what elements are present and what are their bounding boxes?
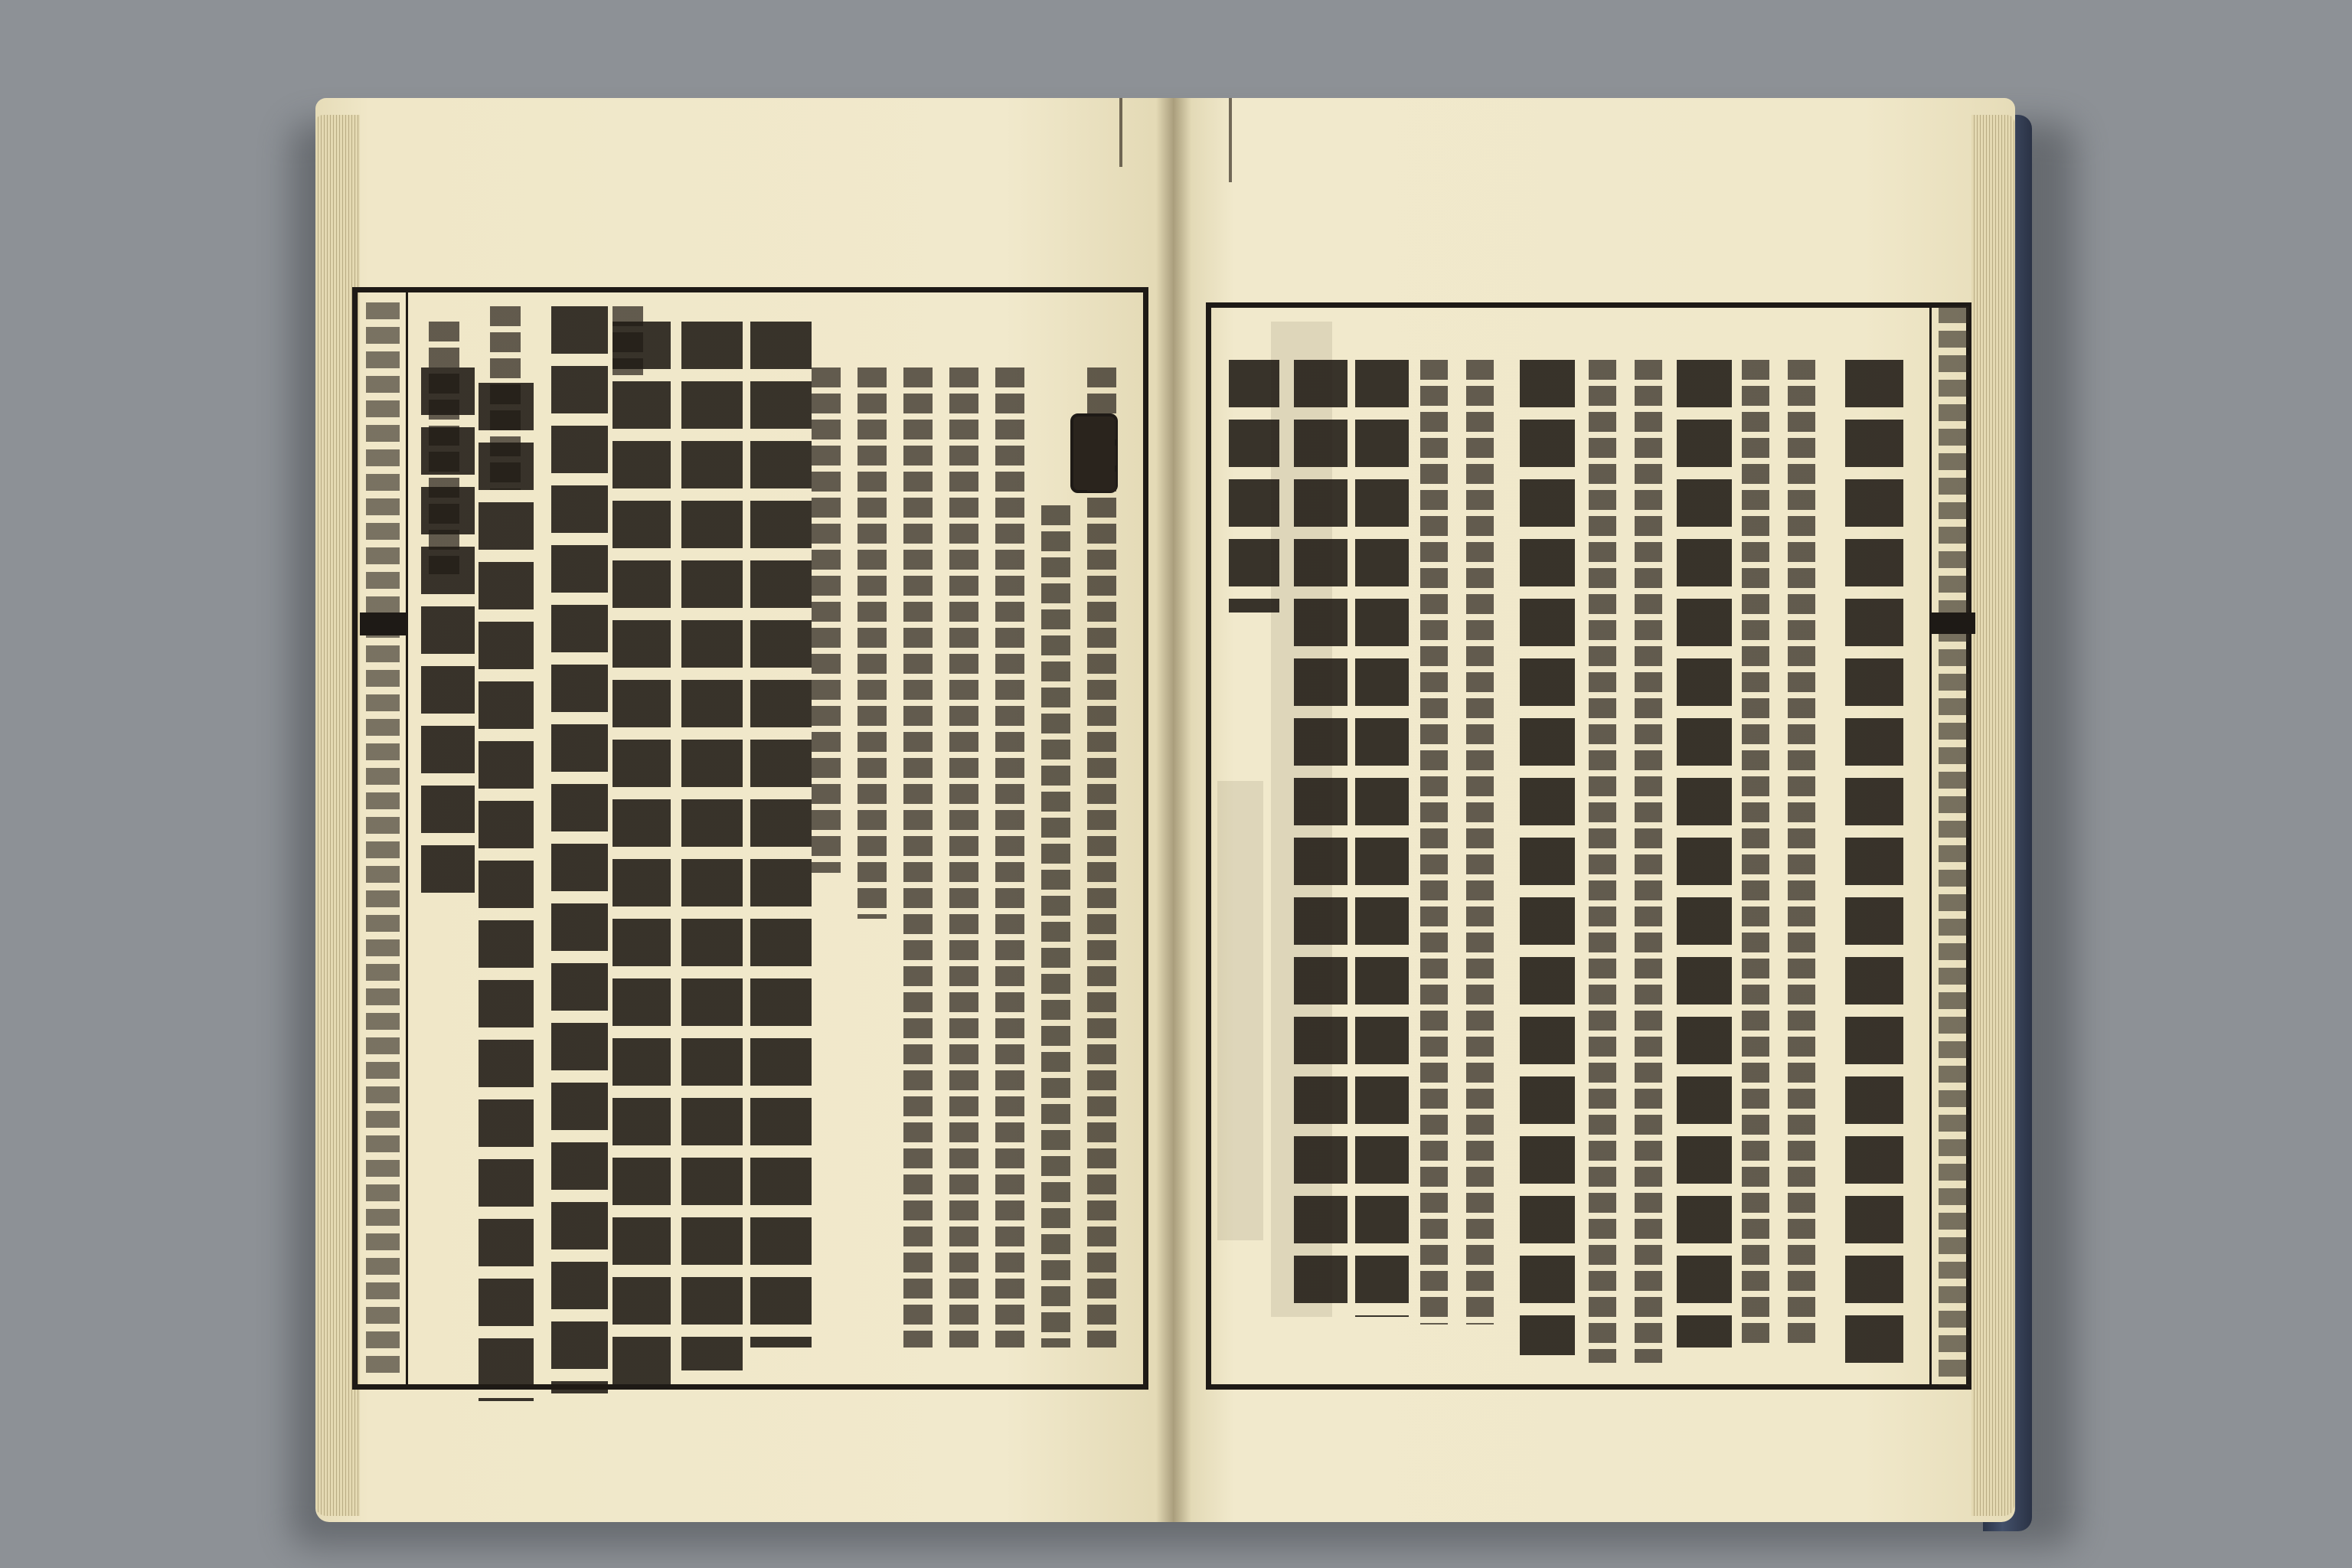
- annotation-column: [1420, 360, 1448, 1325]
- text-column: [1845, 360, 1903, 1370]
- text-column: [1355, 360, 1409, 1317]
- fold-marker: [1929, 612, 1975, 634]
- annotation-column: [1788, 360, 1815, 1348]
- right-page-edges: [1971, 115, 2014, 1516]
- text-column: [1677, 360, 1732, 1348]
- text-column: [551, 306, 608, 1393]
- annotation-column: [812, 368, 841, 873]
- text-column: [479, 383, 534, 1401]
- left-column-rule: [406, 291, 408, 1386]
- text-column: [1294, 360, 1348, 1309]
- annotation-column: [1466, 360, 1494, 1325]
- fold-marker: [360, 612, 406, 635]
- right-column-rule: [1929, 306, 1932, 1386]
- annotation-column: [1087, 368, 1116, 1348]
- annotation-column: [1589, 360, 1616, 1363]
- annotation-column: [1041, 505, 1070, 1348]
- annotation-column: [949, 368, 978, 1348]
- binding-thread: [1119, 98, 1122, 167]
- text-column: [421, 368, 475, 903]
- text-column: [1520, 360, 1575, 1355]
- binding-thread: [1229, 98, 1232, 182]
- text-column: [1229, 360, 1279, 612]
- annotation-column: [1635, 360, 1662, 1363]
- text-column: [681, 322, 743, 1370]
- text-column: [750, 322, 812, 1348]
- book-gutter: [1156, 98, 1191, 1522]
- annotation-column: [1742, 360, 1769, 1348]
- text-column: [612, 322, 671, 1393]
- left-margin-column: [366, 302, 400, 1374]
- right-margin-column: [1939, 306, 1969, 1386]
- annotation-column: [995, 368, 1024, 1348]
- annotation-column: [903, 368, 933, 1348]
- annotation-column: [858, 368, 887, 919]
